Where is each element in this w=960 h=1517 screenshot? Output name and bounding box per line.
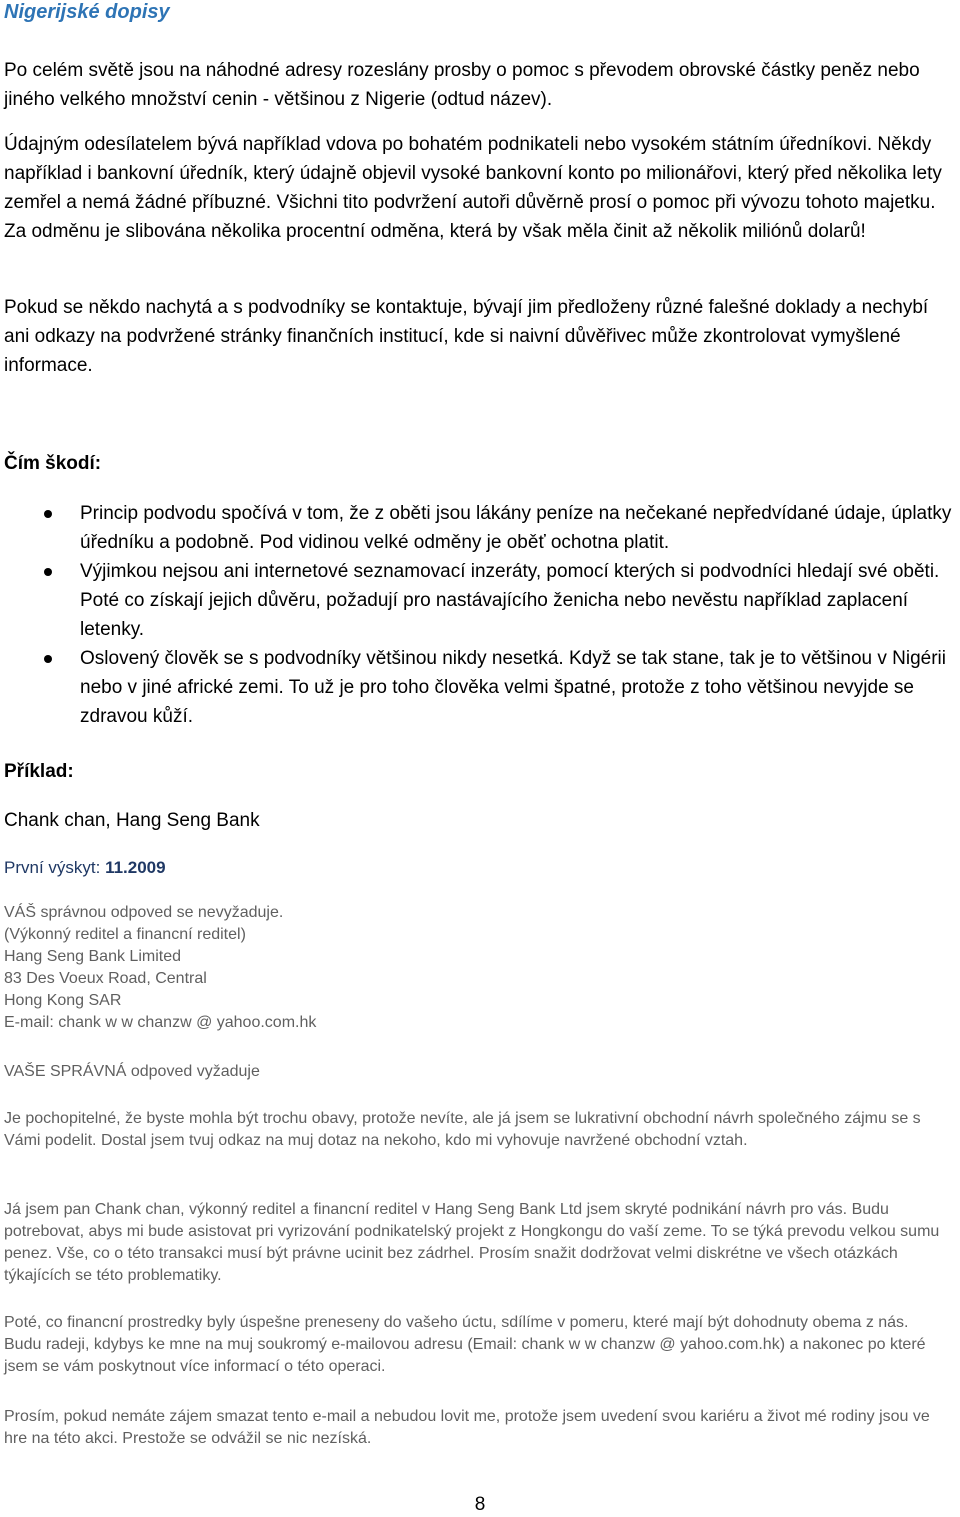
- letter-line: VÁŠ správnou odpoved se nevyžaduje.: [4, 904, 284, 921]
- letter-line: 83 Des Voeux Road, Central: [4, 970, 207, 987]
- example-name: Chank chan, Hang Seng Bank: [4, 810, 260, 831]
- letter-line: (Výkonný reditel a financní reditel): [4, 926, 246, 943]
- list-item-text: Oslovený člověk se s podvodníky většinou nikdy nesetká. Když se tak stane, tak je to většinou v Nigérii nebo v jiné africké zemi. To už je pro toho člověka velmi špatné, protože z toho většinou nevyjde se zdravou kůží.: [80, 648, 946, 727]
- letter-paragraph-1: Je pochopitelné, že byste mohla být trochu obavy, protože nevíte, ale já jsem se lukrativní obchodní návrh společného zájmu se s Vámi podelit. Dostal jsem tvuj odkaz na muj dotaz na nekoho, kdo mi vyhovuje navržené obchodní vztah.: [4, 1110, 921, 1149]
- first-seen-value: 11.2009: [105, 858, 166, 877]
- bullet-icon: [44, 655, 52, 663]
- letter-subject: VAŠE SPRÁVNÁ odpoved vyžaduje: [4, 1063, 260, 1080]
- bullet-icon: [44, 568, 52, 576]
- letter-header: [4, 902, 960, 1034]
- intro-paragraph-3: Pokud se někdo nachytá a s podvodníky se kontaktuje, bývají jim předloženy různé falešné doklady a nechybí ani odkazy na podvržené stránky finančních institucí, kde si naivní důvěřivec může zkontrolovat vymyšlené informace.: [4, 297, 929, 376]
- first-seen: [4, 857, 166, 879]
- letter-line: Hong Kong SAR: [4, 992, 122, 1009]
- page-number: 8: [474, 1494, 486, 1515]
- list-item-text: Princip podvodu spočívá v tom, že z oběti jsou lákány peníze na nečekané nepředvídané údaje, úplatky úředníku a podobně. Pod vidinou velké odměny je oběť ochotna platit.: [80, 503, 952, 553]
- harm-list: [4, 499, 954, 731]
- letter-email: E-mail: chank w w chanzw @ yahoo.com.hk: [4, 1014, 317, 1031]
- harm-heading: Čím škodí:: [4, 453, 102, 474]
- first-seen-label: První výskyt:: [4, 858, 106, 877]
- list-item-text: Výjimkou nejsou ani internetové seznamovací inzeráty, pomocí kterých si podvodníci hledají své oběti. Poté co získají jejich důvěru, požadují pro nastávajícího ženicha nebo nevěstu například zaplacení letenky.: [80, 561, 940, 640]
- list-item: [4, 557, 954, 644]
- bullet-icon: [44, 510, 52, 518]
- letter-line: Hang Seng Bank Limited: [4, 948, 181, 965]
- list-item: [4, 499, 954, 557]
- letter-paragraph-3: Poté, co financní prostredky byly úspešne preneseny do vašeho úctu, sdílíme v pomeru, které mají být dohodnuty obema z nás. Budu radeji, kdybys ke mne na muj soukromý e-mailovou adresu (Email: chank w w chanzw @ yahoo.com.hk) a nakonec po které jsem se vám poskytnout více informací o této operaci.: [4, 1314, 926, 1375]
- intro-paragraph-2: Údajným odesílatelem bývá například vdova po bohatém podnikateli nebo vysokém státním úředníkovi. Někdy například i bankovní úředník, který údajně objevil vysoké bankovní konto po milionářovi, který před několika lety zemřel a nemá žádné příbuzné. Všichni tito podvržení autoři důvěrně prosí o pomoc při vývozu tohoto majetku. Za odměnu je slibována několika procentní odměna, která by však měla činit až několik miliónů dolarů!: [4, 134, 942, 242]
- example-heading: Příklad:: [4, 761, 74, 782]
- letter-paragraph-2: Já jsem pan Chank chan, výkonný reditel a financní reditel v Hang Seng Bank Ltd jsem skryté podnikání návrh pro vás. Budu potrebovat, abys mi bude asistovat pri vyrizování podnikatelský projekt z Hongkongu do vaší zeme. To se týká prevodu velkou sumu penez. Vše, co o této transakci musí být právne ucinit bez zádrhel. Prosím snažit dodržovat velmi diskrétne ve všech otázkách týkajících se této problematiky.: [4, 1201, 940, 1284]
- intro-paragraph-1: Po celém světě jsou na náhodné adresy rozeslány prosby o pomoc s převodem obrovské částky peněz nebo jiného velkého množství cenin - většinou z Nigerie (odtud název).: [4, 60, 920, 110]
- page-title: Nigerijské dopisy: [4, 1, 170, 23]
- list-item: [4, 644, 954, 731]
- letter-paragraph-4: Prosím, pokud nemáte zájem smazat tento e-mail a nebudou lovit me, protože jsem uvedení svou kariéru a život mé rodiny jsou ve hre na této akci. Prestože se odvážil se nic nezíská.: [4, 1408, 930, 1447]
